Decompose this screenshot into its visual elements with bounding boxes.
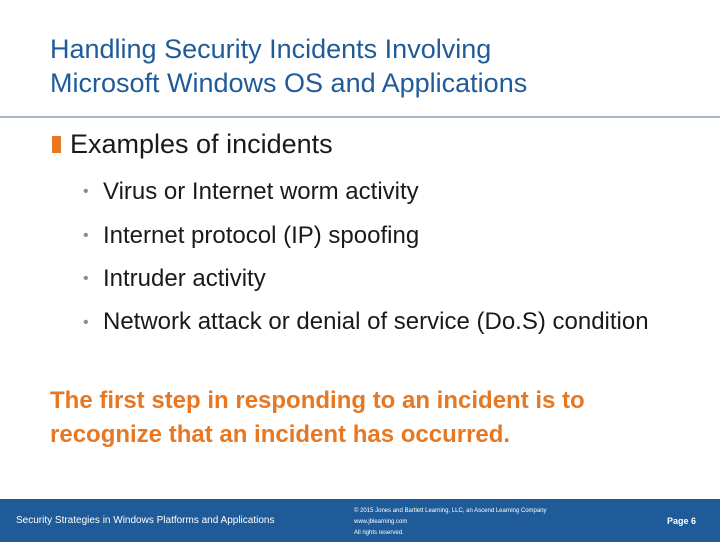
bullet-dot-icon: •	[83, 226, 89, 244]
list-item-text: Intruder activity	[103, 265, 266, 292]
bullet-heading	[52, 126, 333, 162]
square-bullet-icon	[52, 136, 61, 153]
list-item-text: Internet protocol (IP) spoofing	[103, 221, 420, 249]
copyright-line-2: www.jblearning.com	[354, 519, 408, 525]
callout-line-2: recognize that an incident has occurred.	[50, 421, 511, 448]
sub-bullet-list	[83, 170, 683, 340]
slide-title-line-1: Handling Security Incidents Involving	[50, 34, 492, 64]
bullet-dot-icon: •	[83, 183, 89, 200]
callout-text	[50, 384, 690, 452]
list-item-text: Network attack or denial of service (Do.S) condition	[103, 307, 649, 335]
bullet-dot-icon: •	[83, 313, 89, 331]
list-item	[83, 257, 683, 301]
bullet-heading-text: Examples of incidents	[70, 129, 333, 159]
page-number: Page 6	[666, 516, 696, 526]
copyright	[354, 506, 547, 539]
list-item-text: Virus or Internet worm activity	[103, 178, 419, 205]
footer-bar	[0, 497, 720, 542]
list-item	[83, 170, 683, 214]
copyright-line-3: All rights reserved.	[354, 530, 404, 536]
title-divider	[0, 116, 720, 118]
list-item	[83, 301, 663, 340]
slide-title	[50, 32, 690, 100]
list-item	[83, 214, 683, 258]
bullet-dot-icon: •	[83, 270, 89, 287]
course-title: Security Strategies in Windows Platforms and Applications	[16, 515, 275, 526]
slide-title-line-2: Microsoft Windows OS and Applications	[50, 68, 528, 98]
callout-line-1: The first step in responding to an incident is to	[50, 387, 585, 414]
copyright-line-1: © 2015 Jones and Bartlett Learning, LLC, an Ascend Learning Company	[354, 508, 547, 514]
